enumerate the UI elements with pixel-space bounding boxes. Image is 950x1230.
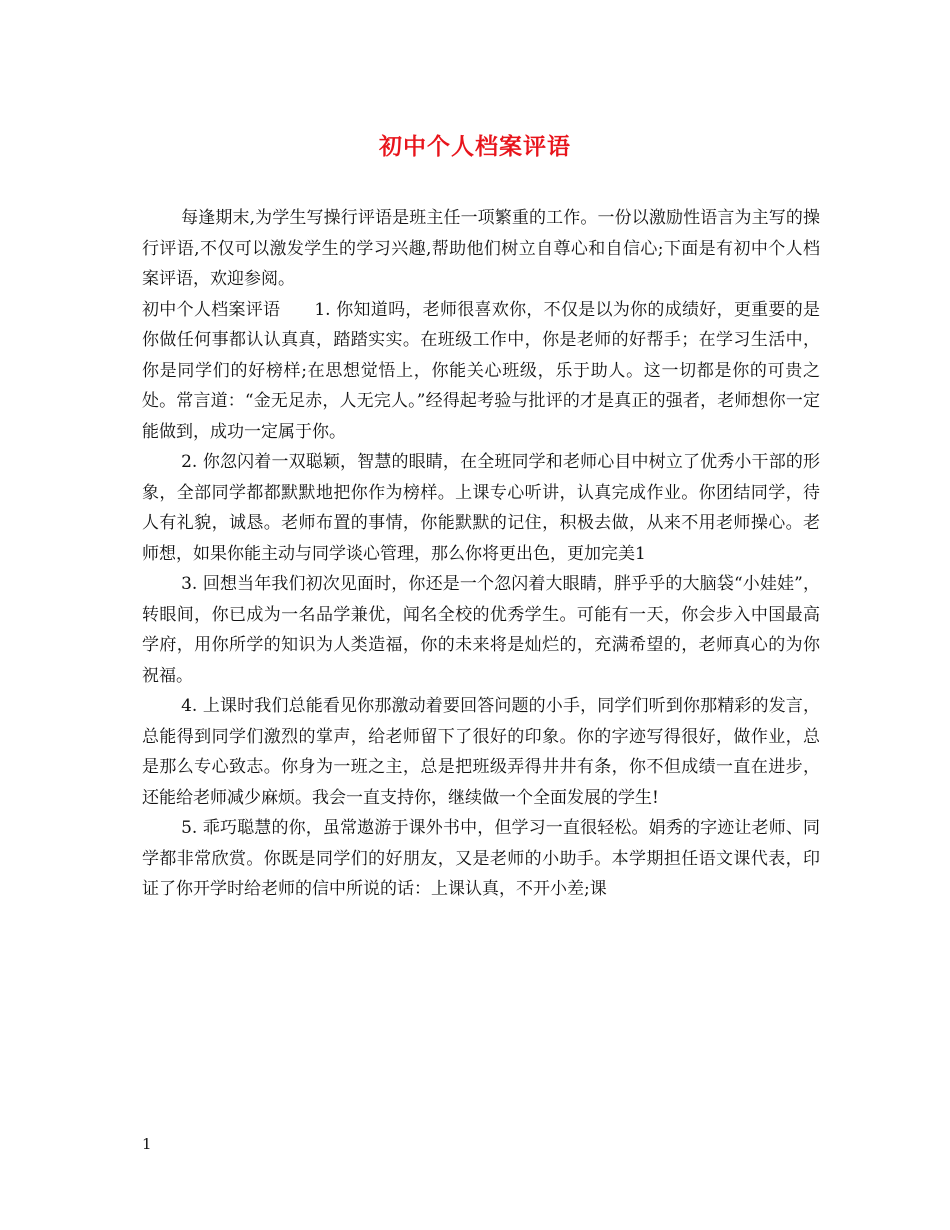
section-label: 初中个人档案评语 xyxy=(142,299,281,320)
document-body xyxy=(142,203,820,905)
paragraph-1 xyxy=(142,295,820,448)
paragraph-5: 5. 乖巧聪慧的你，虽常遨游于课外书中，但学习一直很轻松。娟秀的字迹让老师、同学都非常欣赏。你既是同学们的好朋友，又是老师的小助手。本学期担任语文课代表，印证了你开学时给老师的信中所说的话：上课认真，不开小差;课 xyxy=(142,818,820,899)
intro-paragraph: 每逢期末,为学生写操行评语是班主任一项繁重的工作。一份以激励性语言为主写的操行评语,不仅可以激发学生的学习兴趣,帮助他们树立自尊心和自信心;下面是有初中个人档案评语，欢迎参阅。 xyxy=(142,208,820,289)
page-number: 1 xyxy=(142,1135,152,1153)
paragraph-3: 3. 回想当年我们初次见面时，你还是一个忽闪着大眼睛，胖乎乎的大脑袋“小娃娃”，转眼间，你已成为一名品学兼优，闻名全校的优秀学生。可能有一天，你会步入中国最高学府，用你所学的知识为人类造福，你的未来将是灿烂的，充满希望的，老师真心的为你祝福。 xyxy=(142,574,820,686)
paragraph-1-text: 1. 你知道吗，老师很喜欢你，不仅是以为你的成绩好，更重要的是你做任何事都认认真真，踏踏实实。在班级工作中，你是老师的好帮手；在学习生活中，你是同学们的好榜样;在思想觉悟上，你能关心班级，乐于助人。这一切都是你的可贵之处。常言道：“金无足赤，人无完人。”经得起考验与批评的才是真正的强者，老师想你一定能做到，成功一定属于你。 xyxy=(142,299,821,442)
paragraph-4: 4. 上课时我们总能看见你那激动着要回答问题的小手，同学们听到你那精彩的发言，总能得到同学们激烈的掌声，给老师留下了很好的印象。你的字迹写得很好，做作业，总是那么专心致志。你身为一班之主，总是把班级弄得井井有条，你不但成绩一直在进步，还能给老师减少麻烦。我会一直支持你，继续做一个全面发展的学生! xyxy=(142,696,820,808)
document-title: 初中个人档案评语 xyxy=(379,133,571,160)
paragraph-2: 2. 你忽闪着一双聪颖，智慧的眼睛，在全班同学和老师心目中树立了优秀小干部的形象，全部同学都都默默地把你作为榜样。上课专心听讲，认真完成作业。你团结同学，待人有礼貌，诚恳。老师布置的事情，你能默默的记住，积极去做，从来不用老师操心。老师想，如果你能主动与同学谈心管理，那么你将更出色，更加完美1 xyxy=(142,452,820,564)
